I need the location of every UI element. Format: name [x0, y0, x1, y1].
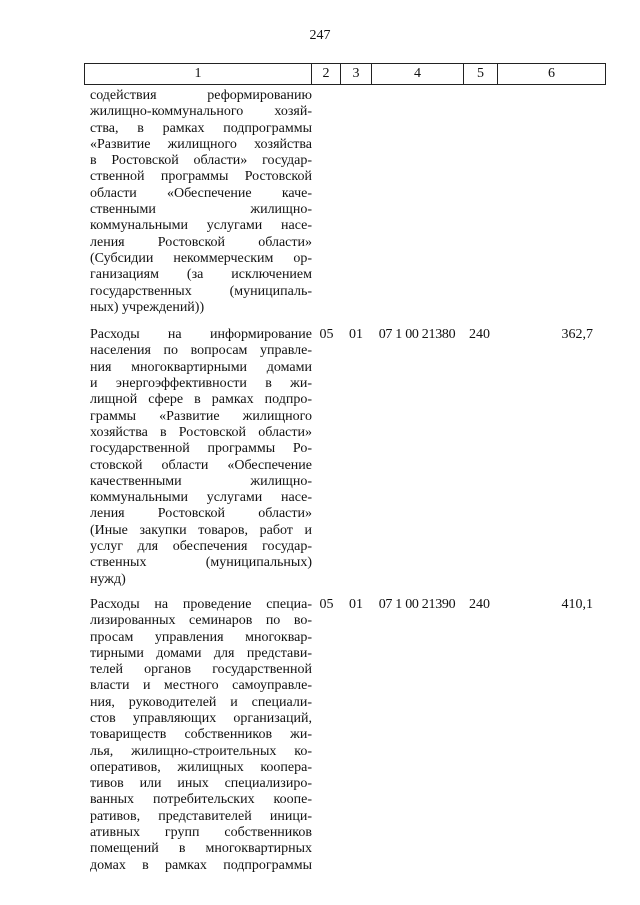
page-number: 247: [309, 28, 331, 43]
description-line: в Ростовской области» государ-: [90, 153, 312, 169]
description-line: (Иные закупки товаров, работ и: [90, 522, 312, 538]
header-col-4: 4: [372, 64, 464, 85]
table-row: [84, 88, 604, 316]
expense-type-code: 240: [469, 327, 490, 343]
description-line: коммунальными услугами насе-: [90, 218, 312, 234]
description-line: ванных потребительских коопе-: [90, 792, 312, 808]
description-line: государственной программы Ро-: [90, 441, 312, 457]
description-line: стов управляющих организаций,: [90, 710, 312, 726]
description-line: и энергоэффективности в жи-: [90, 376, 312, 392]
description-line: ления Ростовской области»: [90, 234, 312, 250]
description-line: ственной программы Ростовской: [90, 169, 312, 185]
subsection-code: 01: [349, 596, 363, 612]
description-line: ративов, представителей иници-: [90, 808, 312, 824]
description-line: тирными домами для представи-: [90, 645, 312, 661]
description-line: оперативов, жилищных коопера-: [90, 759, 312, 775]
description-line: жилищно-коммунального хозяй-: [90, 104, 312, 120]
row-description: [84, 597, 312, 874]
description-line: домах в рамках подпрограммы: [90, 857, 312, 873]
description-line: телей органов государственной: [90, 662, 312, 678]
description-line: стовской области «Обеспечение: [90, 457, 312, 473]
description-line: ства, в рамках подпрограммы: [90, 120, 312, 136]
amount: 362,7: [561, 327, 593, 343]
description-line: товариществ собственников жи-: [90, 727, 312, 743]
description-line: ативных групп собственников: [90, 825, 312, 841]
target-article-code: 07 1 00 21380: [378, 327, 456, 343]
description-line: качественными жилищно-: [90, 473, 312, 489]
table-body: [84, 88, 604, 874]
description-line: Расходы на информирование: [90, 327, 312, 343]
subsection-code: 01: [349, 327, 363, 343]
description-line: просам управления многоквар-: [90, 629, 312, 645]
description-line: государственных (муниципаль-: [90, 283, 312, 299]
description-line: ных) учреждений)): [90, 299, 205, 315]
description-line: помещений в многоквартирных: [90, 841, 312, 857]
description-line: Расходы на проведение специа-: [90, 596, 312, 612]
description-line: области «Обеспечение каче-: [90, 185, 312, 201]
header-col-3: 3: [341, 64, 372, 85]
header-col-1: 1: [85, 64, 312, 85]
header-col-2: 2: [312, 64, 341, 85]
description-line: ственными жилищно-: [90, 202, 312, 218]
description-line: (Субсидии некоммерческим ор-: [90, 250, 312, 266]
description-line: граммы «Развитие жилищного: [90, 408, 312, 424]
description-line: коммунальными услугами насе-: [90, 490, 312, 506]
description-line: лизированных семинаров по во-: [90, 613, 312, 629]
description-line: ления Ростовской области»: [90, 506, 312, 522]
header-col-6: 6: [498, 64, 606, 85]
expense-type-code: 240: [469, 596, 490, 612]
header-col-5: 5: [464, 64, 498, 85]
description-line: населения по вопросам управле-: [90, 343, 312, 359]
amount: 410,1: [561, 596, 593, 612]
description-line: ганизациям (за исключением: [90, 267, 312, 283]
description-line: «Развитие жилищного хозяйства: [90, 136, 312, 152]
section-code: 05: [319, 596, 334, 612]
description-line: ния, руководителей и специали-: [90, 694, 312, 710]
section-code: 05: [319, 327, 334, 343]
row-description: [84, 327, 312, 588]
target-article-code: 07 1 00 21390: [378, 596, 456, 612]
description-line: ственных (муниципальных): [90, 555, 312, 571]
description-line: хозяйства в Ростовской области»: [90, 424, 312, 440]
description-line: лищной сфере в рамках подпро-: [90, 392, 312, 408]
table-row: [84, 597, 604, 874]
description-line: содействия реформированию: [90, 88, 312, 103]
description-line: тивов или иных специализиро-: [90, 776, 312, 792]
row-description: [84, 88, 312, 316]
description-line: лья, жилищно-строительных ко-: [90, 743, 312, 759]
description-line: услуг для обеспечения государ-: [90, 539, 312, 555]
table-header: [84, 63, 606, 85]
description-line: власти и местного самоуправле-: [90, 678, 312, 694]
table-row: [84, 327, 604, 588]
description-line: ния многоквартирными домами: [90, 359, 312, 375]
description-line: нужд): [90, 571, 126, 587]
